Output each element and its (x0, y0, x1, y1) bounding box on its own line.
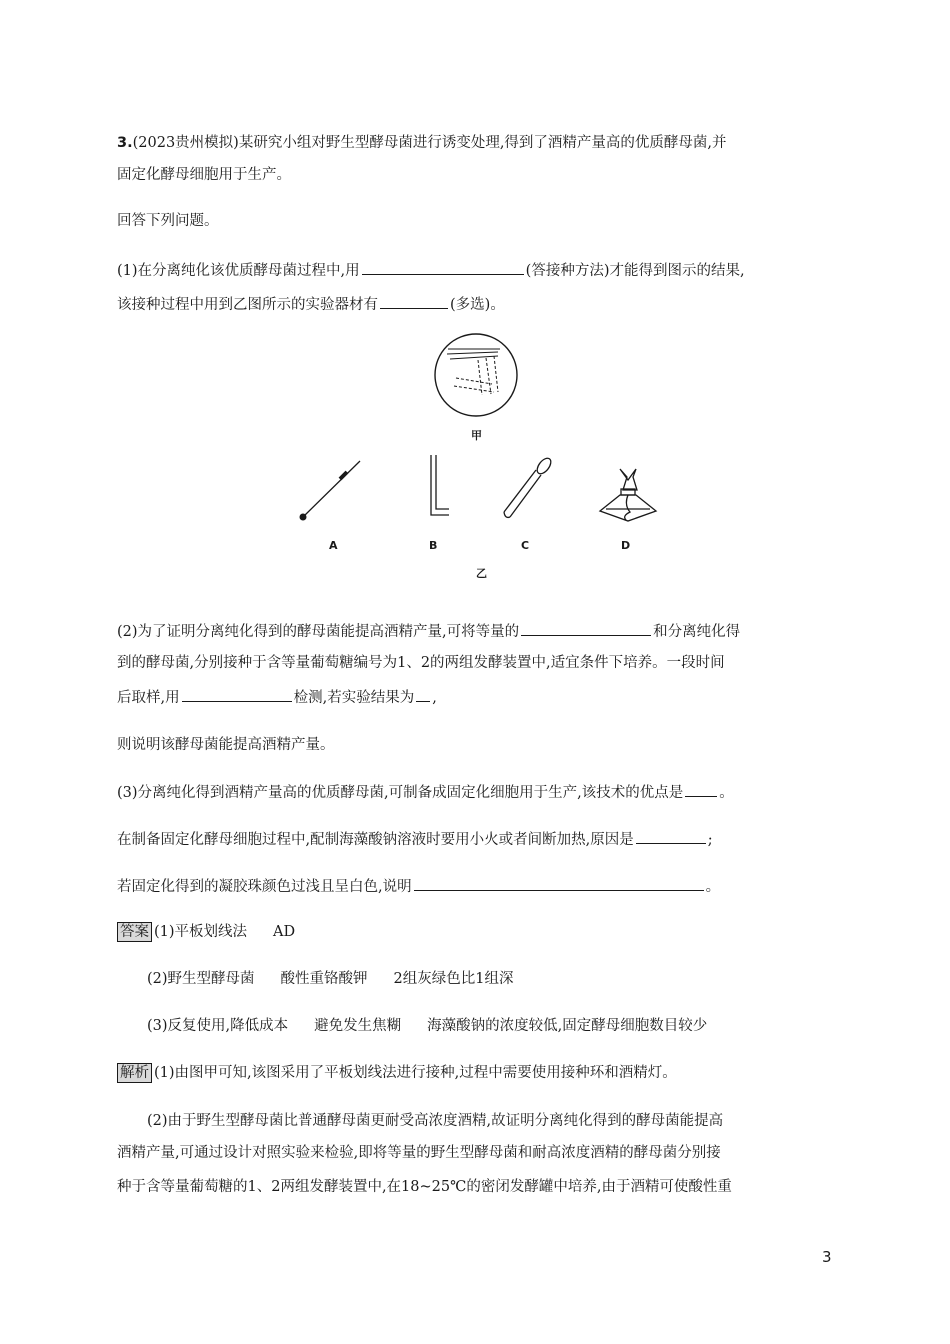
part2-text-b: 和分离纯化得 (653, 624, 741, 640)
answer-1a: (1)平板划线法 (154, 924, 248, 940)
tool-label-b: B (429, 539, 438, 552)
part2-line-4: 则说明该酵母菌能提高酒精产量。 (117, 737, 335, 753)
part2-text-f: , (432, 690, 437, 706)
answer-3c: 海藻酸钠的浓度较低,固定酵母细胞数目较少 (427, 1018, 708, 1034)
answer-3a: (3)反复使用,降低成本 (147, 1018, 289, 1034)
analysis-line-2: (2)由于野生型酵母菌比普通酵母菌更耐受高浓度酒精,故证明分离纯化得到的酵母菌能提高 (147, 1113, 724, 1129)
answer-blank-reason[interactable] (636, 829, 706, 844)
part2-text-a: (2)为了证明分离纯化得到的酵母菌能提高酒精产量,可将等量的 (117, 624, 520, 640)
answer-blank-control[interactable] (521, 621, 651, 636)
question-stem-text-1: (2023贵州模拟)某研究小组对野生型酵母菌进行诱变处理,得到了酒精产量高的优质酵母菌,并 (132, 135, 727, 151)
part3-text-f: 。 (705, 879, 721, 895)
part2-line-2: 到的酵母菌,分别接种于含等量葡萄糖编号为1、2的两组发酵装置中,适宜条件下培养。一段时间 (117, 655, 725, 671)
part3-line-1 (117, 782, 734, 803)
answer-blank-advantage[interactable] (685, 782, 717, 797)
question-number: 3. (117, 135, 133, 151)
part3-text-e: 若固定化得到的凝胶珠颜色过浅且呈白色,说明 (117, 879, 412, 895)
part3-text-c: 在制备固定化酵母细胞过程中,配制海藻酸钠溶液时要用小火或者间断加热,原因是 (117, 832, 634, 848)
alcohol-lamp-figure (600, 469, 656, 521)
part2-text-e: 检测,若实验结果为 (293, 690, 415, 706)
part1-text-b: (答接种方法)才能得到图示的结果, (525, 263, 745, 279)
answer-2b: 酸性重铬酸钾 (280, 971, 368, 987)
part2-text-d: 后取样,用 (117, 690, 180, 706)
answer-2a: (2)野生型酵母菌 (147, 971, 255, 987)
answer-2c: 2组灰绿色比1组深 (393, 971, 514, 987)
petri-dish-figure (435, 334, 517, 416)
tool-label-c: C (521, 539, 530, 552)
spreader-figure (431, 455, 449, 515)
analysis-line-1 (117, 1063, 677, 1083)
figure-apparatus (0, 0, 950, 600)
answer-blank-explanation[interactable] (414, 876, 704, 891)
part1-text-a: (1)在分离纯化该优质酵母菌过程中,用 (117, 263, 360, 279)
part3-text-d: ; (707, 832, 713, 848)
figure-label-jia: 甲 (471, 429, 482, 442)
tool-label-a: A (329, 539, 338, 552)
tool-label-d: D (621, 539, 631, 552)
answer-tag: 答案 (117, 922, 152, 942)
analysis-line-4: 种于含等量葡萄糖的1、2两组发酵装置中,在18~25℃的密闭发酵罐中培养,由于酒精可使酸性重 (117, 1179, 732, 1195)
answer-1b: AD (273, 924, 296, 940)
swab-figure (504, 456, 553, 518)
part3-line-3 (117, 876, 720, 897)
answer-line-1 (117, 922, 295, 942)
figure-label-yi: 乙 (476, 567, 487, 580)
part3-line-2 (117, 829, 713, 850)
analysis-text-1: (1)由图甲可知,该图采用了平板划线法进行接种,过程中需要使用接种环和酒精灯。 (154, 1065, 677, 1081)
part2-line-1 (117, 621, 740, 642)
part1-text-c: 该接种过程中用到乙图所示的实验器材有 (117, 297, 378, 313)
answer-line-3 (147, 1016, 707, 1036)
page-number: 3 (822, 1248, 832, 1266)
part3-text-a: (3)分离纯化得到酒精产量高的优质酵母菌,可制备成固定化细胞用于生产,该技术的优点是 (117, 785, 684, 801)
question-stem-line-2: 固定化酵母细胞用于生产。 (117, 167, 291, 183)
analysis-tag: 解析 (117, 1063, 152, 1083)
inoculating-needle-figure (300, 461, 360, 520)
answer-blank-result[interactable] (416, 687, 430, 702)
part3-text-b: 。 (719, 785, 734, 801)
answer-line-2 (147, 969, 514, 989)
part1-text-d: (多选)。 (450, 297, 505, 313)
answer-3b: 避免发生焦糊 (314, 1018, 402, 1034)
question-prompt: 回答下列问题。 (117, 213, 219, 229)
answer-blank-reagent[interactable] (182, 687, 292, 702)
analysis-line-3: 酒精产量,可通过设计对照实验来检验,即将等量的野生型酵母菌和耐高浓度酒精的酵母菌分别接 (117, 1145, 721, 1161)
part2-line-3 (117, 687, 437, 708)
